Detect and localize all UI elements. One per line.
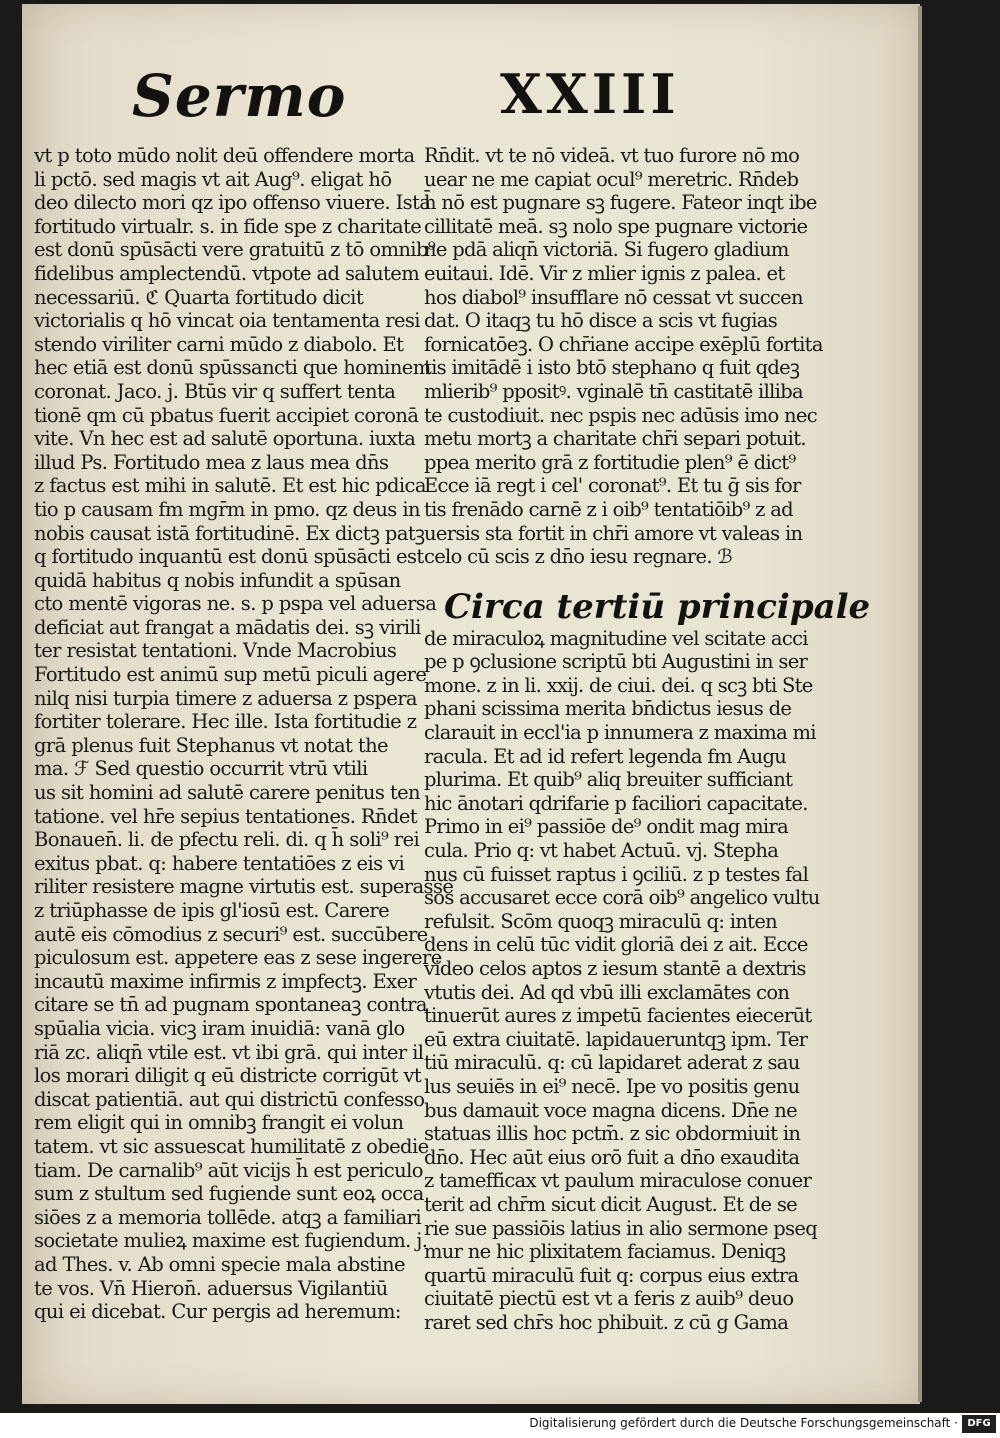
text-line: metu mortꝫ a charitate chr̄i separi potuit.	[424, 427, 806, 451]
text-line: vt p toto mūdo nolit deū offendere morta	[34, 144, 415, 167]
text-line: siōes z a memoria tollēde. atqꝫ a familiari	[34, 1205, 422, 1229]
text-line: riliter resistere magne virtutis est. superasse	[34, 875, 454, 899]
text-line: fornicatōeꝫ. O chr̄iane accipe exēplū fortita	[424, 332, 823, 356]
text-line: incautū maxime infirmis z impfectꝫ. Exer	[34, 969, 417, 993]
text-line: grā plenus fuit Stephanus vt notat the	[34, 733, 388, 757]
text-line: celo cū scis z dn̄o iesu regnare. ℬ	[424, 545, 732, 569]
text-line: tiū miraculū. q: cū lapidaret aderat z sau	[424, 1051, 800, 1075]
text-line: stendo viriliter carni mūdo z diabolo. Et	[34, 332, 404, 356]
text-line: vtutis dei. Ad qd vbū illi exclamātes con	[424, 980, 790, 1004]
text-line: quidā habitus q nobis infundit a spūsan	[34, 568, 401, 592]
text-line: h̄ nō est pugnare sꝫ fugere. Fateor inqt ibe	[424, 191, 817, 215]
text-line: rem eligit qui in omnibꝫ frangit ei volun	[34, 1111, 404, 1135]
text-line: clarauit in eccl'ia p innumera z maxima mi	[424, 721, 816, 745]
text-line: nobis causat istā fortitudinē. Ex dictꝫ patꝫ	[34, 521, 425, 545]
text-line: exitus pbat. q: habere tentatiōes z eis vi	[34, 851, 405, 875]
text-line: autē eis cōmodius z securi⁹ est. succūbere	[34, 922, 428, 946]
text-line: uersis sta fortit in chr̄i amore vt valeas in	[424, 521, 803, 545]
text-line: mone. z in li. xxij. de ciui. dei. q scꝫ bti Ste	[424, 673, 813, 697]
text-line: ter resistat tentationi. Vnde Macrobius	[34, 639, 397, 663]
footer-credit: Digitalisierung gefördert durch die Deutsche Forschungsgemeinschaft ·	[529, 1416, 958, 1430]
right-column-top-text	[424, 144, 823, 569]
text-line: tis frenādo carnē z i oib⁹ tentatiōib⁹ z ad	[424, 497, 793, 521]
text-line: uear ne me capiat ocul⁹ meretric. Rn̄deb	[424, 167, 799, 191]
text-line: us sit homini ad salutē carere penitus ten	[34, 781, 420, 805]
text-line: hec etiā est donū spūssancti que hominem	[34, 356, 431, 380]
text-line: cto mentē vigoras ne. s. p pspa vel aduersa	[34, 592, 437, 616]
text-line: eū extra ciuitatē. lapidaueruntqꝫ ipm. Ter	[424, 1027, 808, 1051]
text-line: Bonauen̄. li. de pfectu reli. di. q h̄ soli⁹ rei	[34, 828, 420, 852]
text-line: cillitatē meā. sꝫ nolo spe pugnare victorie	[424, 214, 808, 238]
text-line: tinuerūt aures z impetū facientes eiecerūt	[424, 1004, 812, 1028]
running-head-number: XXIII	[500, 62, 680, 126]
text-line: lus seuiēs in ei⁹ necē. Ipe vo positis genu	[424, 1074, 800, 1098]
text-line: tis imitādē i isto btō stephano q fuit qdeꝫ	[424, 356, 800, 380]
text-line: nilq nisi turpia timere z aduersa z pspera	[34, 686, 417, 710]
text-line: ne pdā aliqn̄ victoriā. Si fugero gladium	[424, 238, 789, 262]
text-line: riā zc. aliqn̄ vtile est. vt ibi grā. qui inter il	[34, 1040, 424, 1064]
text-line: dat. O itaqꝫ tu hō disce a scis vt fugias	[424, 309, 778, 333]
text-line: fortiter tolerare. Hec ille. Ista fortitudie z	[34, 710, 417, 734]
text-line: mur ne hic plixitatem faciamus. Deniqꝫ	[424, 1240, 786, 1264]
text-line: li pctō. sed magis vt ait Aug⁹. eligat hō	[34, 167, 392, 191]
text-line: refulsit. Scōm quoqꝫ miraculū q: inten	[424, 909, 778, 933]
text-line: ciuitatē piectū est vt a feris z auib⁹ deuo	[424, 1287, 794, 1311]
text-line: quartū miraculū fuit q: corpus eius extra	[424, 1263, 799, 1287]
text-line: ppea merito grā z fortitudie plen⁹ ē dict⁹	[424, 450, 796, 474]
text-line: q fortitudo inquantū est donū spūsācti est	[34, 545, 424, 569]
text-line: los morari diligit q eū districte corrigūt vt	[34, 1064, 422, 1088]
text-line: sum z stultum sed fugiende sunt eoꝝ occa	[34, 1182, 424, 1206]
text-line: z triūphasse de ipis gl'iosū est. Carere	[34, 899, 390, 922]
text-line: te vos. Vn̄ Hieron̄. aduersus Vigilantiū	[34, 1276, 388, 1300]
right-text-column	[424, 144, 871, 1335]
text-line: bus damauit voce magna dicens. Dn̄e ne	[424, 1098, 797, 1122]
text-line: terit ad chr̄m sicut dicit August. Et de se	[424, 1192, 797, 1216]
text-line: phani scissima merita bn̄dictus iesus de	[424, 697, 792, 721]
text-line: z tamefficax vt paulum miraculose conuer	[424, 1169, 812, 1193]
text-line: tionē qm cū pbatus fuerit accipiet coronā	[34, 403, 419, 427]
text-line: citare se tn̄ ad pugnam spontaneaꝫ contra	[34, 993, 427, 1017]
text-line: illud Ps. Fortitudo mea z laus mea dn̄s	[34, 450, 389, 474]
text-line: tio p causam fm mgr̄m in pmo. qz deus in	[34, 497, 420, 521]
text-line: racula. Et ad id refert legenda fm Augu	[424, 744, 787, 768]
text-line: Primo in ei⁹ passiōe de⁹ ondit mag mira	[424, 815, 788, 839]
text-line: rie sue passiōis latius in alio sermone pseq	[424, 1216, 817, 1240]
text-line: euitaui. Idē. Vir z mlier ignis z palea. et	[424, 261, 785, 285]
text-line: est donū spūsācti vere gratuitū z tō omnib⁹	[34, 238, 436, 262]
text-line: fidelibus amplectendū. vtpote ad salutem	[34, 261, 420, 285]
text-line: hic ānotari qdrifarie p faciliori capacitate.	[424, 791, 808, 815]
text-line: fortitudo virtualr. s. in fide spe z charitate	[34, 214, 422, 238]
text-line: tatem. vt sic assuescat humilitatē z obedie	[34, 1134, 429, 1158]
text-line: dens in celū tūc vidit gloriā dei z ait. Ecce	[424, 933, 808, 957]
page-edge	[918, 6, 922, 1402]
text-line: nus cū fuisset raptus i ꝯciliū. z p testes fal	[424, 862, 809, 886]
text-line: raret sed chr̄s hoc phibuit. z cū g Gama	[424, 1310, 789, 1334]
footer-bar	[0, 1413, 1000, 1438]
text-line: Fortitudo est animū sup metū piculi agere	[34, 663, 427, 687]
text-line: piculosum est. appetere eas z sese ingerere	[34, 946, 442, 970]
text-line: z factus est mihi in salutē. Et est hic pdica	[34, 474, 426, 498]
book-page	[22, 4, 920, 1404]
text-line: sos accusaret ecce corā oib⁹ angelico vultu	[424, 886, 820, 910]
text-line: spūalia vicia. vicꝫ iram inuidiā: vanā glo	[34, 1016, 405, 1040]
running-head-title: Sermo	[132, 62, 347, 130]
text-line: discat patientiā. aut qui districtū confesso	[34, 1087, 425, 1111]
text-line: qui ei dicebat. Cur pergis ad heremum:	[34, 1300, 401, 1324]
text-line: statuas illis hoc pctm̄. z sic obdormiuit in	[424, 1122, 801, 1146]
text-line: plurima. Et quib⁹ aliq breuiter sufficiant	[424, 768, 793, 792]
running-head	[22, 62, 920, 142]
text-line: victorialis q hō vincat oia tentamenta resi	[34, 309, 420, 333]
text-line: video celos aptos z iesum stantē a dextris	[424, 957, 806, 980]
left-text-column	[34, 144, 454, 1324]
dfg-logo: DFG	[962, 1415, 996, 1433]
text-line: vite. Vn hec est ad salutē oportuna. iuxta	[34, 427, 416, 451]
text-line: de miraculoꝝ magnitudine vel scitate acci	[424, 626, 808, 650]
text-line: dn̄o. Hec aūt eius orō fuit a dn̄o exaudita	[424, 1145, 800, 1169]
text-line: deo dilecto mori qz ipo offenso viuere. Ista	[34, 191, 431, 215]
text-line: ma. ℱ Sed questio occurrit vtrū vtili	[34, 757, 368, 781]
text-line: pe p ꝯclusione scriptū bti Augustini in ser	[424, 650, 808, 674]
text-line: te custodiuit. nec pspis nec adūsis imo nec	[424, 403, 817, 427]
text-line: ad Thes. v. Ab omni specie mala abstine	[34, 1252, 405, 1276]
text-line: Rn̄dit. vt te nō videā. vt tuo furore nō mo	[424, 144, 800, 167]
text-line: tatione. vel hr̄e sepius tentationes. Rn̄det	[34, 804, 418, 828]
text-line: Ecce iā regt i cel' coronat⁹. Et tu ḡ sis for	[424, 474, 801, 498]
text-line: cula. Prio q: vt habet Actuū. vj. Stepha	[424, 839, 779, 863]
text-line: deficiat aut frangat a mādatis dei. sꝫ virili	[34, 615, 421, 639]
text-line: necessariū. ℭ Quarta fortitudo dicit	[34, 285, 364, 309]
text-line: coronat. Jaco. j. Btūs vir q suffert tenta	[34, 379, 396, 403]
right-column-bottom-text	[424, 626, 820, 1335]
text-line: societate mulieꝝ maxime est fugiendum. j.	[34, 1229, 428, 1253]
text-line: hos diabol⁹ insufflare nō cessat vt succen	[424, 285, 803, 309]
section-heading: Circa tertiū principale	[444, 586, 871, 627]
text-line: mlierib⁹ ppositꝰ. vginalē tn̄ castitatē illiba	[424, 379, 803, 403]
text-line: tiam. De carnalib⁹ aūt vicijs h̄ est periculo	[34, 1158, 423, 1182]
